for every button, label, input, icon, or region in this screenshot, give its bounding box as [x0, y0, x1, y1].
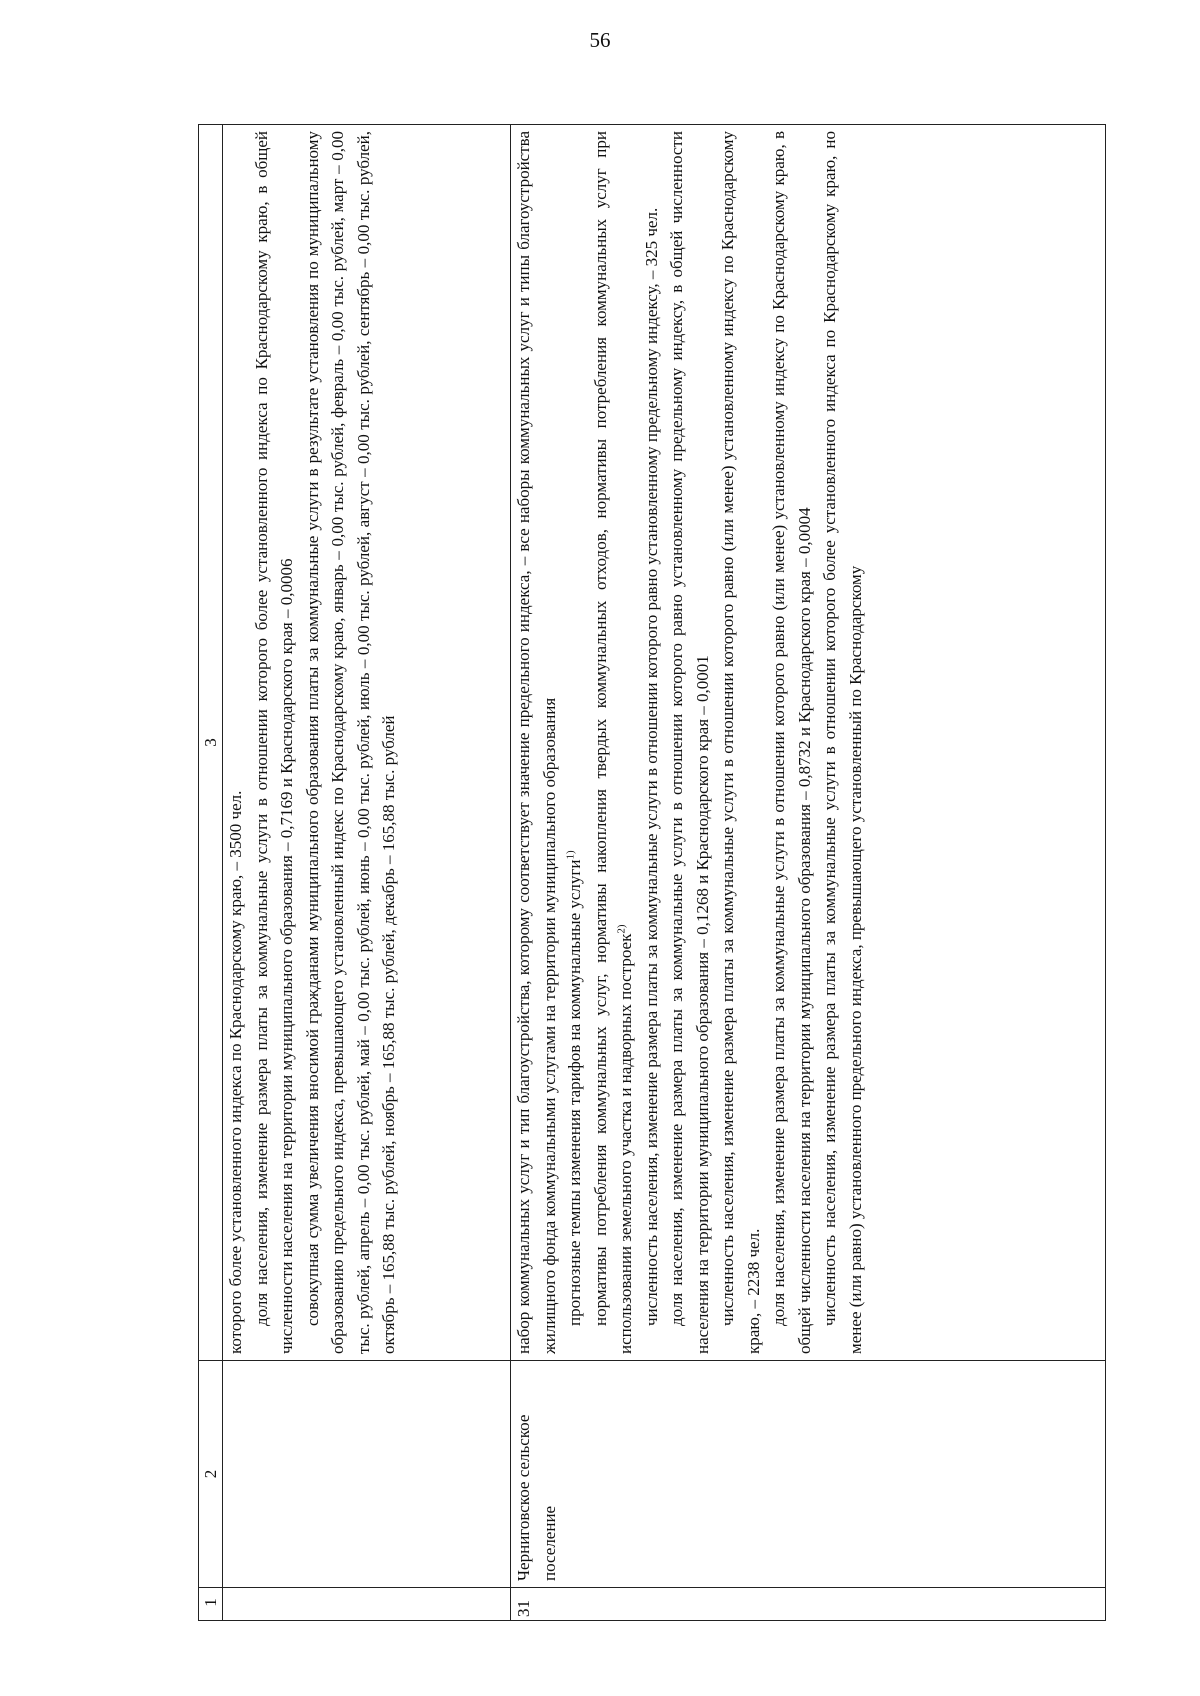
footnote-marker-2: 2) [615, 924, 628, 934]
column-header-2: 2 [199, 1361, 223, 1588]
paragraph-population-between-indices: численность населения, изменение размера платы за коммунальные услуги в отношении которого более установленного индекса по Краснодарскому краю, но менее (или равно) установленного предельного индекса, превышающего установленный по Краснодарскому [820, 131, 865, 1354]
paragraph-service-set: набор коммунальных услуг и тип благоустройства, которому соответствует значение предельного индекса, – все наборы коммунальных услуг и типы благоустройства жилищного фонда коммунальными услугами на территории муниципального образования [514, 131, 559, 1354]
footnote-marker-1: 1) [564, 850, 577, 860]
paragraph-tariff-forecast [562, 131, 588, 1354]
tariff-index-table [198, 124, 1106, 1621]
paragraph-monthly-increase: совокупная сумма увеличения вносимой гражданами муниципального образования платы за коммунальные услуги в результате установления по муниципальному образованию предельного индекса, превышающего установленный индекс по Краснодарскому краю, январь – 0,00 тыс. рублей, февраль – 0,00 тыс. рублей, март – 0,00 тыс. рублей, апрель – 0,00 тыс. рублей, май – 0,00 тыс. рублей, июнь – 0,00 тыс. рублей, июль – 0,00 тыс. рублей, август – 0,00 тыс. рублей, сентябрь – 0,00 тыс. рублей, октябрь – 165,88 тыс. рублей, ноябрь – 165,88 тыс. рублей, декабрь – 165,88 тыс. рублей [302, 131, 398, 1354]
indicator-description-cell [511, 125, 1106, 1361]
paragraph-population-above-index: которого более установленного индекса по Краснодарскому краю, – 3500 чел. [226, 790, 245, 1354]
paragraph-share-equal-limit: доля населения, изменение размера платы за коммунальные услуги в отношении которого равно установленному предельному индексу, в общей численности населения на территории муниципального образования – 0,1268 и Краснодарского края – 0,0001 [667, 131, 712, 1354]
tariff-forecast-text: прогнозные темпы изменения тарифов на коммунальные услуги [565, 859, 584, 1326]
row-number-cell [223, 1588, 511, 1621]
page-number: 56 [589, 28, 611, 52]
column-header-1: 1 [199, 1588, 223, 1621]
municipality-name-cell [223, 1361, 511, 1588]
paragraph-population-below-index: численность населения, изменение размера платы за коммунальные услуги в отношении которого равно (или менее) установленному индексу по Краснодарскому краю, – 2238 чел. [718, 131, 763, 1354]
table-row [511, 125, 1106, 1621]
row-number-cell: 31 [511, 1588, 1106, 1621]
table-row [223, 125, 511, 1621]
table-header-row [199, 125, 223, 1621]
paragraph-share-above-index: доля населения, изменение размера платы за коммунальные услуги в отношении которого более установленного индекса по Краснодарскому краю, в общей численности населения на территории муниципального образования – 0,7169 и Краснодарского края – 0,0006 [251, 131, 296, 1354]
paragraph-consumption-norms [588, 131, 639, 1354]
column-header-3: 3 [199, 125, 223, 1361]
paragraph-population-equal-limit: численность населения, изменение размера платы за коммунальные услуги в отношении которого равно установленному предельному индексу, – 325 чел. [641, 207, 661, 1326]
rotated-table-container [198, 124, 1106, 1621]
paragraph-share-below-index: доля населения, изменение размера платы за коммунальные услуги в отношении которого равно (или менее) установленному индексу по Краснодарскому краю, в общей численности населения на территории муниципального образования – 0,8732 и Краснодарского края – 0,0004 [769, 131, 814, 1354]
consumption-norms-text: нормативы потребления коммунальных услуг, нормативы накопления твердых коммунальных отходов, нормативы потребления коммунальных услуг при использовании земельного участка и надворных построек [590, 131, 635, 1354]
municipality-name-cell: Черниговское сельское поселение [511, 1361, 1106, 1588]
indicator-description-cell [223, 125, 511, 1361]
